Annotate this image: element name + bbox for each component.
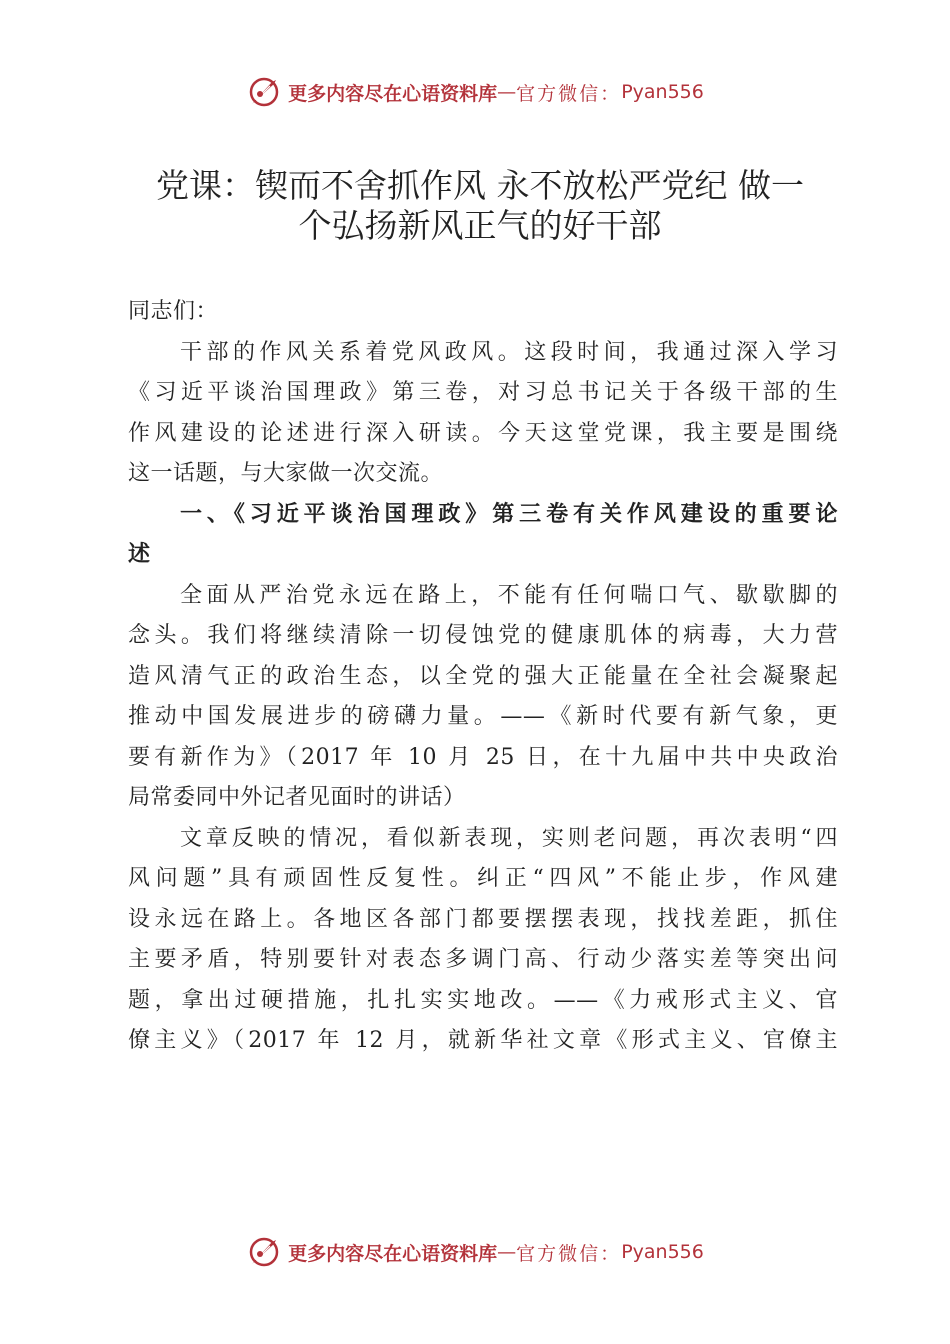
banner-wechat-id: Pyan556 <box>621 81 704 103</box>
document-body <box>128 292 838 1062</box>
paragraph-line: 局常委同中外记者见面时的讲话） <box>128 785 466 810</box>
header-banner <box>0 72 950 112</box>
banner-wechat-label: 官方微信： <box>516 1242 622 1265</box>
paragraph-line: 推动中国发展进步的磅礴力量。——《新时代要有新气象，更 <box>128 704 838 729</box>
paragraph-line: 文章反映的情况，看似新表现，实则老问题，再次表明“四 <box>180 825 838 851</box>
paragraph-line: 这一话题，与大家做一次交流。 <box>128 461 444 486</box>
quill-logo-icon <box>246 1234 282 1270</box>
paragraph-line: 要有新作为》（2017 年 10 月 25 日，在十九届中共中央政治 <box>128 744 838 770</box>
banner-main-text: 更多内容尽在心语资料库 <box>288 1242 498 1265</box>
footer-banner <box>0 1232 950 1272</box>
banner-main-text: 更多内容尽在心语资料库 <box>288 82 498 105</box>
paragraph-line: 念头。我们将继续清除一切侵蚀党的健康肌体的病毒，大力营 <box>128 623 838 648</box>
paragraph-line: 干部的作风关系着党风政风。这段时间，我通过深入学习 <box>180 339 838 365</box>
paragraph-line: 《习近平谈治国理政》第三卷，对习总书记关于各级干部的生 <box>128 380 838 405</box>
document-title <box>120 166 840 246</box>
salutation: 同志们： <box>128 299 219 324</box>
section-heading-line: 一、《习近平谈治国理政》第三卷有关作风建设的重要论 <box>180 501 838 527</box>
paragraph-line: 设永远在路上。各地区各部门都要摆摆表现，找找差距，抓住 <box>128 906 838 932</box>
paragraph-line: 全面从严治党永远在路上，不能有任何喘口气、歇歇脚的 <box>180 582 838 608</box>
paragraph-line: 僚主义》（2017 年 12 月，就新华社文章《形式主义、官僚主 <box>128 1028 838 1053</box>
paragraph-line: 风问题”具有顽固性反复性。纠正“四风”不能止步，作风建 <box>128 866 838 891</box>
section-heading-line: 述 <box>128 542 151 567</box>
title-line-1: 党课：锲而不舍抓作风 永不放松严党纪 做一 <box>156 166 804 205</box>
banner-wechat-id: Pyan556 <box>621 1241 704 1263</box>
paragraph-line: 作风建设的论述进行深入研读。今天这堂党课，我主要是围绕 <box>128 420 838 446</box>
paragraph-line: 造风清气正的政治生态，以全党的强大正能量在全社会凝聚起 <box>128 663 838 689</box>
paragraph-line: 主要矛盾，特别要针对表态多调门高、行动少落实差等突出问 <box>128 947 838 972</box>
title-line-2: 个弘扬新风正气的好干部 <box>298 206 662 245</box>
quill-logo-icon <box>246 74 282 110</box>
banner-dash: — <box>497 81 517 103</box>
banner-dash: — <box>497 1241 517 1263</box>
banner-wechat-label: 官方微信： <box>516 82 622 105</box>
paragraph-line: 题，拿出过硬措施，扎扎实实地改。——《力戒形式主义、官 <box>128 987 838 1013</box>
